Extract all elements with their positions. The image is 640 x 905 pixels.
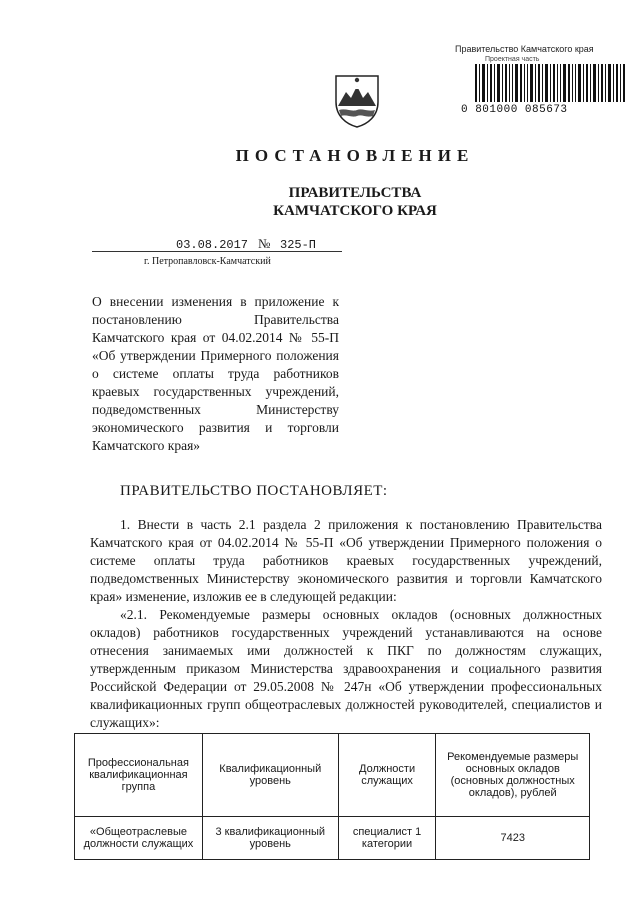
stamp-organization: Правительство Камчатского края [455,44,594,54]
table-row [75,817,590,860]
table-cell: 7423 [436,817,590,860]
issuer-line-1: ПРАВИТЕЛЬСТВА [288,185,422,201]
table-header-row [75,734,590,817]
barcode-number: 0 801000 085673 [461,104,568,116]
document-issuer [0,184,640,220]
stamp-subtitle: Проектная часть [485,56,540,63]
barcode-icon [475,64,625,102]
document-city: г. Петропавловск-Камчатский [144,256,271,267]
salary-table [74,733,590,860]
table-header-cell: Профессиональная квалификационная группа [75,734,203,817]
number-sign: № [258,236,271,251]
document-type: ПОСТАНОВЛЕНИЕ [235,146,475,165]
table-cell: «Общеотраслевые должности служащих [75,817,203,860]
issuer-line-2: КАМЧАТСКОГО КРАЯ [273,203,437,219]
document-body [90,516,602,732]
document-subject: О внесении изменения в приложение к постановлению Правительства Камчатского края от 04.02.2014 № 55-П «Об утверждении Примерного положения о системе оплаты труда работников краевых государственных учреждений, подведомственных Министерству экономического развития и торговли Камчатского края» [92,294,339,453]
body-paragraph-2: «2.1. Рекомендуемые размеры основных окладов (основных должностных окладов) работников государственных учреждений устанавливаются на основе отнесения занимаемых ими должностей к ПКГ по должностям служащих, утвержденным приказом Министерства здравоохранения и социального развития Российской Федерации от 29.05.2008 № 247н «Об утверждении профессиональных квалификационных групп общеотраслевых должностей руководителей, специалистов и служащих»: [90,607,602,730]
resolution-heading: ПРАВИТЕЛЬСТВО ПОСТАНОВЛЯЕТ: [120,483,388,499]
document-date: 03.08.2017 [176,238,249,252]
table-header-cell: Квалификационный уровень [202,734,338,817]
table-header-cell: Рекомендуемые размеры основных окладов (основных должностных окладов), рублей [436,734,590,817]
registration-line [92,236,342,256]
body-paragraph-1: 1. Внести в часть 2.1 раздела 2 приложения к постановлению Правительства Камчатского края от 04.02.2014 № 55-П «Об утверждении Примерного положения о системе оплаты труда работников краевых государственных учреждений, подведомственных Министерству экономического развития и торговли Камчатского края» изменение, изложив ее в следующей редакции: [90,517,602,604]
table-cell: 3 квалификационный уровень [202,817,338,860]
document-number: 325-П [280,238,317,252]
registration-stamp [455,44,635,116]
table-cell: специалист 1 категории [338,817,436,860]
kamchatka-emblem-icon [332,72,382,128]
table-header-cell: Должности служащих [338,734,436,817]
